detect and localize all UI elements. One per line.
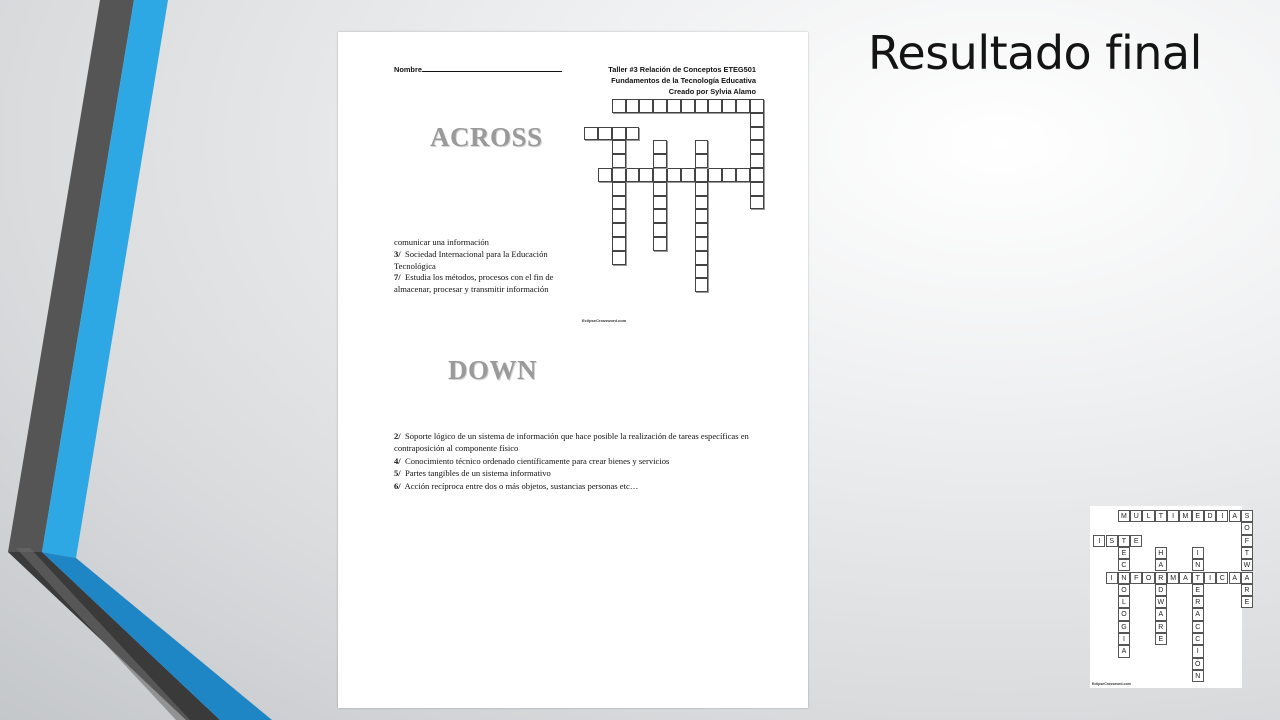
crossword-cell [695, 265, 709, 279]
clue-down: 5/ Partes tangibles de un sistema informativo [394, 468, 551, 479]
solved-letter-cell: F [1241, 535, 1253, 547]
solution-thumbnail [1090, 506, 1251, 688]
crossword-cell [626, 127, 640, 141]
solved-letter-cell: A [1241, 572, 1253, 584]
clue-across: 7/ Estudia los métodos, procesos con el fin de almacenar, procesar y transmitir información [394, 272, 554, 295]
crossword-cell [722, 99, 736, 113]
crossword-cell [695, 209, 709, 223]
crossword-cell [681, 99, 695, 113]
solved-letter-cell: I [1192, 645, 1204, 657]
solved-letter-cell: A [1118, 645, 1130, 657]
solved-letter-cell: O [1142, 572, 1154, 584]
solved-letter-cell: L [1142, 510, 1154, 522]
crossword-cell [750, 182, 764, 196]
crossword-cell [667, 168, 681, 182]
crossword-cell [681, 168, 695, 182]
solved-letter-cell: D [1155, 584, 1167, 596]
solved-letter-cell: U [1130, 510, 1142, 522]
decorative-stripes [0, 0, 300, 720]
solved-letter-cell: O [1118, 608, 1130, 620]
crossword-cell [653, 182, 667, 196]
down-heading: DOWN [448, 355, 537, 385]
crossword-cell [695, 251, 709, 265]
crossword-cell [653, 99, 667, 113]
crossword-cell [639, 168, 653, 182]
crossword-cell [750, 140, 764, 154]
crossword-cell [612, 127, 626, 141]
solved-letter-cell: R [1192, 596, 1204, 608]
thumbnail-credit: EclipseCrossword.com [1092, 682, 1131, 686]
solved-letter-cell: I [1093, 535, 1105, 547]
solved-letter-cell: A [1155, 608, 1167, 620]
solved-letter-cell: T [1155, 510, 1167, 522]
solved-letter-cell: T [1241, 547, 1253, 559]
solved-letter-cell: A [1229, 572, 1241, 584]
crossword-cell [750, 154, 764, 168]
solved-letter-cell: C [1118, 559, 1130, 571]
solved-letter-cell: N [1118, 572, 1130, 584]
solved-letter-cell: A [1179, 572, 1191, 584]
solved-letter-cell: T [1192, 572, 1204, 584]
crossword-cell [736, 99, 750, 113]
solved-letter-cell: I [1106, 572, 1118, 584]
clue-across: 3/ Sociedad Internacional para la Educación Tecnológica [394, 248, 548, 271]
crossword-cell [626, 99, 640, 113]
clue-down: 6/ Acción recíproca entre dos o más objetos, sustancias personas etc… [394, 480, 639, 491]
crossword-cell [695, 223, 709, 237]
solved-letter-cell: G [1118, 621, 1130, 633]
solved-letter-cell: S [1241, 510, 1253, 522]
crossword-cell [653, 209, 667, 223]
solved-letter-cell: W [1241, 559, 1253, 571]
solved-letter-cell: C [1192, 633, 1204, 645]
solved-letter-cell: N [1192, 670, 1204, 682]
crossword-cell [584, 127, 598, 141]
crossword-cell [667, 99, 681, 113]
crossword-cell [653, 196, 667, 210]
crossword-cell [695, 182, 709, 196]
crossword-cell [598, 168, 612, 182]
solved-letter-cell: Ó [1192, 658, 1204, 670]
solved-letter-cell: R [1241, 584, 1253, 596]
crossword-cell [695, 278, 709, 292]
solved-letter-cell: E [1192, 584, 1204, 596]
solved-letter-cell: F [1130, 572, 1142, 584]
solved-letter-cell: E [1118, 547, 1130, 559]
solved-letter-cell: S [1106, 535, 1118, 547]
crossword-cell [695, 99, 709, 113]
crossword-cell [695, 168, 709, 182]
clue-across: comunicar una información [394, 237, 489, 247]
crossword-cell [653, 223, 667, 237]
solved-letter-cell: R [1155, 621, 1167, 633]
solved-letter-cell: M [1179, 510, 1191, 522]
crossword-cell [708, 99, 722, 113]
solved-letter-cell: T [1118, 535, 1130, 547]
name-underline [422, 71, 562, 72]
crossword-cell [612, 154, 626, 168]
solved-letter-cell: A [1229, 510, 1241, 522]
solved-letter-cell: N [1192, 559, 1204, 571]
worksheet-header [576, 64, 756, 97]
solved-letter-cell: H [1155, 547, 1167, 559]
across-clues [394, 237, 572, 296]
crossword-cell [653, 140, 667, 154]
crossword-cell [750, 168, 764, 182]
crossword-cell [750, 196, 764, 210]
solved-letter-cell: I [1118, 633, 1130, 645]
clue-down: 2/ Soporte lógico de un sistema de información que hace posible la realización de tareas específicas en contraposición al componente físico [394, 431, 749, 454]
crossword-cell [612, 209, 626, 223]
crossword-cell [612, 196, 626, 210]
crossword-cell [750, 113, 764, 127]
header-line: Taller #3 Relación de Conceptos ETEG501 [608, 65, 756, 74]
solved-letter-cell: D [1204, 510, 1216, 522]
crossword-cell [695, 154, 709, 168]
crossword-cell [722, 168, 736, 182]
solved-letter-cell: E [1155, 633, 1167, 645]
solved-letter-cell: W [1155, 596, 1167, 608]
crossword-cell [653, 237, 667, 251]
header-line: Fundamentos de la Tecnología Educativa [611, 76, 756, 85]
crossword-cell [653, 168, 667, 182]
crossword-cell [695, 237, 709, 251]
crossword-cell [626, 168, 640, 182]
solved-letter-cell: I [1192, 547, 1204, 559]
name-label: Nombre [394, 65, 422, 74]
solved-letter-cell: A [1155, 559, 1167, 571]
clue-down: 4/ Conocimiento técnico ordenado científicamente para crear bienes y servicios [394, 455, 670, 466]
solved-letter-cell: I [1167, 510, 1179, 522]
crossword-cell [736, 168, 750, 182]
grid-credit: EclipseCrossword.com [582, 318, 627, 323]
solved-letter-cell: O [1118, 584, 1130, 596]
solved-letter-cell: C [1216, 572, 1228, 584]
solved-letter-cell: O [1241, 522, 1253, 534]
crossword-cell [612, 99, 626, 113]
crossword-cell [695, 140, 709, 154]
solved-letter-cell: E [1130, 535, 1142, 547]
across-heading: ACROSS [430, 122, 543, 152]
crossword-cell [612, 182, 626, 196]
solved-letter-cell: R [1155, 572, 1167, 584]
solved-letter-cell: I [1204, 572, 1216, 584]
slide-title: Resultado final [868, 26, 1202, 80]
header-line: Creado por Sylvia Alamo [668, 87, 756, 96]
solved-letter-cell: C [1192, 621, 1204, 633]
crossword-cell [750, 127, 764, 141]
solved-letter-cell: E [1192, 510, 1204, 522]
crossword-cell [639, 99, 653, 113]
worksheet-page [338, 32, 808, 708]
solved-letter-cell: A [1192, 608, 1204, 620]
solved-letter-cell: M [1167, 572, 1179, 584]
solved-letter-cell: I [1216, 510, 1228, 522]
solved-letter-cell: L [1118, 596, 1130, 608]
crossword-cell [750, 99, 764, 113]
crossword-cell [612, 251, 626, 265]
crossword-cell [695, 196, 709, 210]
crossword-cell [708, 168, 722, 182]
crossword-cell [612, 140, 626, 154]
solved-letter-cell: M [1118, 510, 1130, 522]
crossword-cell [653, 154, 667, 168]
solved-letter-cell: E [1241, 596, 1253, 608]
crossword-cell [612, 223, 626, 237]
crossword-cell [598, 127, 612, 141]
crossword-cell [612, 168, 626, 182]
crossword-cell [612, 237, 626, 251]
down-clues [394, 430, 754, 492]
